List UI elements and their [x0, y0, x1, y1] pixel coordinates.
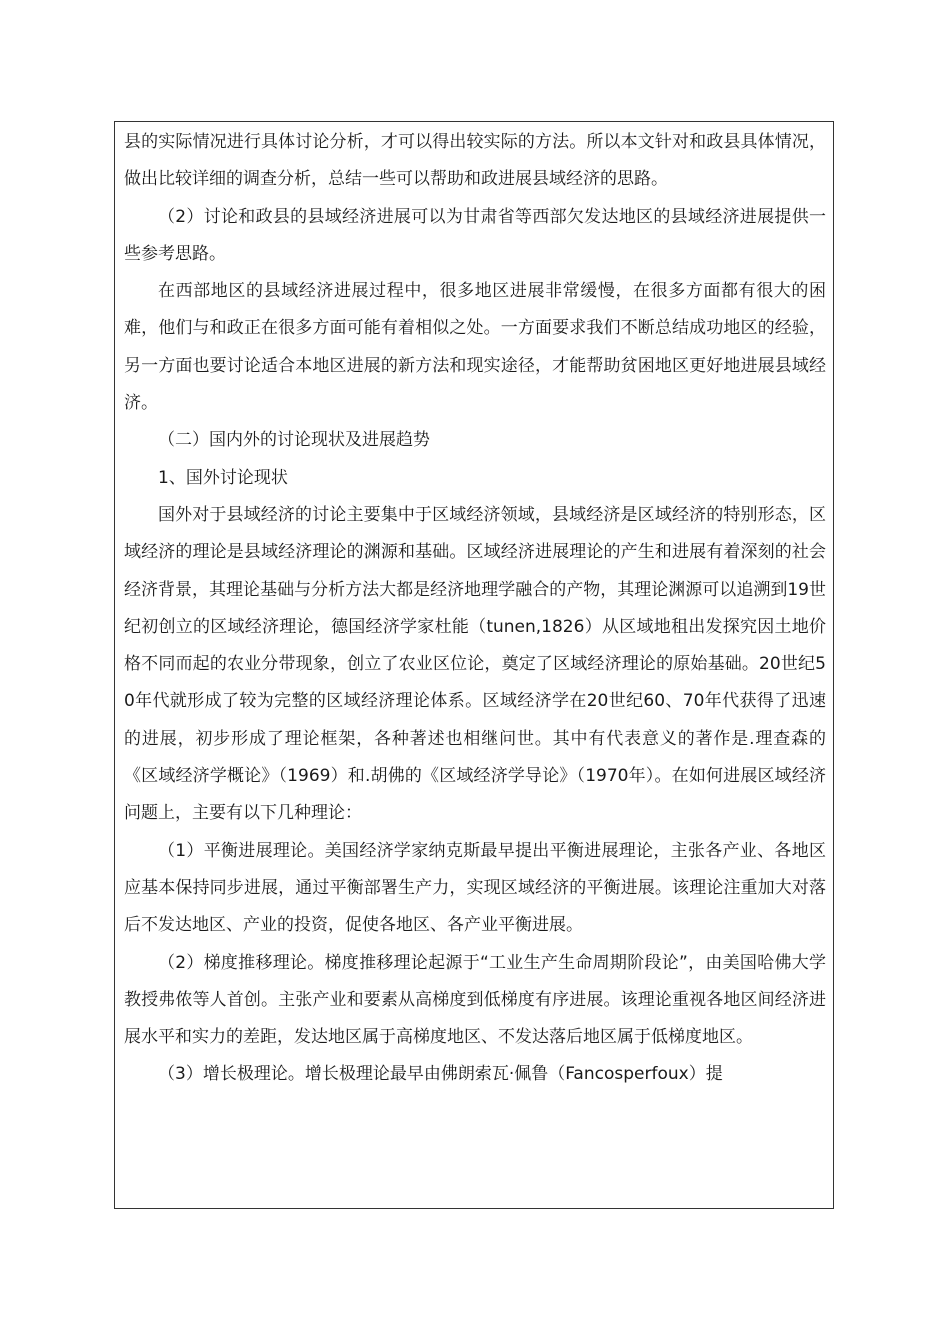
section-heading-research-status: （二）国内外的讨论现状及进展趋势 [158, 430, 430, 451]
subsection-heading-foreign-research: 1、国外讨论现状 [158, 467, 288, 488]
paragraph-point-2: （2）讨论和政县的县域经济进展可以为甘肃省等西部欠发达地区的县域经济进展提供一些参考思路。 [124, 206, 826, 264]
paragraph-growth-pole: （3）增长极理论。增长极理论最早由佛朗索瓦·佩鲁（Fancosperfoux）提 [158, 1064, 723, 1085]
paragraph-gradient-theory: （2）梯度推移理论。梯度推移理论起源于“工业生产生命周期阶段论”，由美国哈佛大学教授弗侬等人首创。主张产业和要素从高梯度到低梯度有序进展。该理论重视各地区间经济进展水平和实力的差距，发达地区属于高梯度地区、不发达落后地区属于低梯度地区。 [124, 952, 826, 1048]
paragraph-foreign-research: 国外对于县域经济的讨论主要集中于区域经济领域，县域经济是区域经济的特别形态，区域经济的理论是县域经济理论的渊源和基础。区域经济进展理论的产生和进展有着深刻的社会经济背景，其理论基础与分析方法大都是经济地理学融合的产物，其理论渊源可以追溯到19世纪初创立的区域经济理论，德国经济学家杜能（tunen,1826）从区域地租出发探究因土地价格不同而起的农业分带现象，创立了农业区位论，奠定了区域经济理论的原始基础。20世纪50年代就形成了较为完整的区域经济理论体系。区域经济学在20世纪60、70年代获得了迅速的进展，初步形成了理论框架，各种著述也相继问世。其中有代表意义的著作是.理查森的《区域经济学概论》（1969）和.胡佛的《区域经济学导论》（1970年）。在如何进展区域经济问题上，主要有以下几种理论： [124, 504, 826, 824]
paragraph-balanced-development: （1）平衡进展理论。美国经济学家纳克斯最早提出平衡进展理论，主张各产业、各地区应基本保持同步进展，通过平衡部署生产力，实现区域经济的平衡进展。该理论注重加大对落后不发达地区、产业的投资，促使各地区、各产业平衡进展。 [124, 840, 826, 936]
paragraph-continuation: 县的实际情况进行具体讨论分析，才可以得出较实际的方法。所以本文针对和政县具体情况，做出比较详细的调查分析，总结一些可以帮助和政进展县域经济的思路。 [124, 132, 826, 190]
text-frame [114, 121, 834, 1209]
document-body [115, 122, 833, 1094]
paragraph-western-regions: 在西部地区的县域经济进展过程中，很多地区进展非常缓慢，在很多方面都有很大的困难，他们与和政正在很多方面可能有着相似之处。一方面要求我们不断总结成功地区的经验，另一方面也要讨论适合本地区进展的新方法和现实途径，才能帮助贫困地区更好地进展县域经济。 [124, 281, 826, 414]
